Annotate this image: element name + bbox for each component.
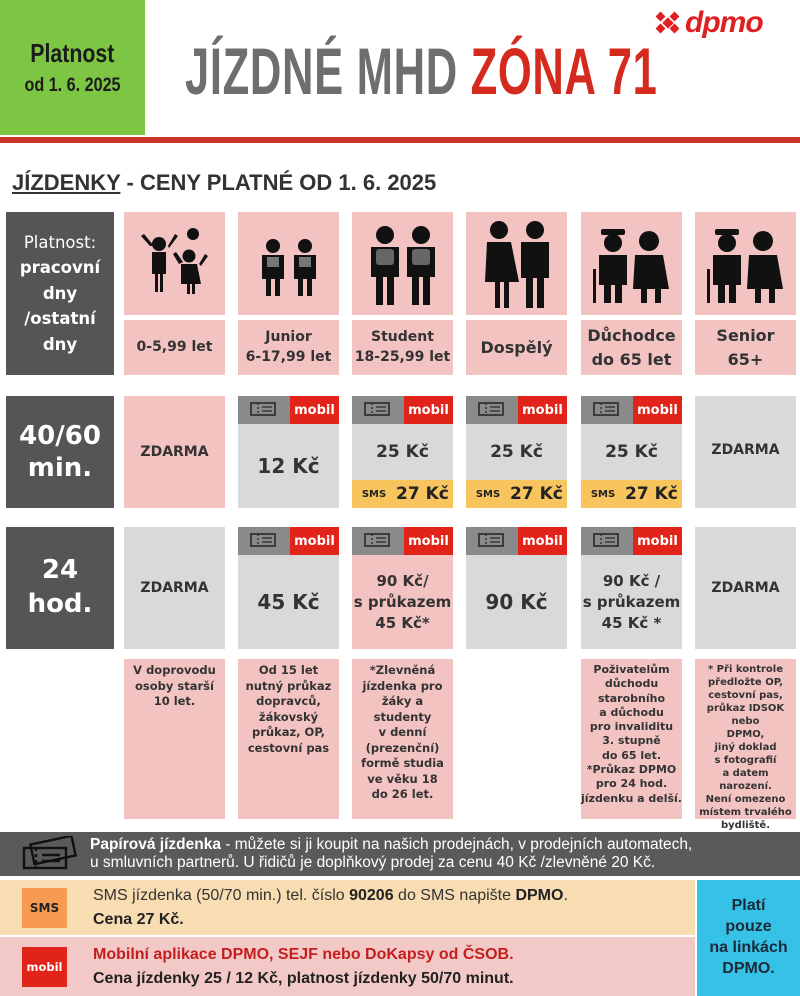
short-label-l2: min. — [27, 453, 93, 483]
note-line: průkaz, OP, — [251, 725, 326, 740]
only-lines-l1: Platí — [731, 897, 766, 915]
day-price-student-l2: s průkazem — [353, 592, 452, 611]
category-adult-l1: Dospělý — [480, 338, 553, 357]
short-price-pensioner — [581, 396, 682, 508]
day-price-pensioner-l1: 90 Kč / — [602, 571, 661, 590]
category-pensioner-l1: Důchodce — [587, 326, 676, 346]
ticket-icon — [352, 527, 404, 555]
validity-row-l1: Platnost: — [23, 232, 97, 252]
note-line: V doprovodu — [133, 663, 216, 677]
note-pensioner — [581, 659, 682, 819]
day-price-pensioner-value — [581, 555, 682, 649]
sms-price-text: Cena 27 Kč. — [93, 910, 184, 928]
title-zone: ZÓNA 71 — [470, 34, 658, 108]
note-toddler — [124, 659, 225, 819]
mobile-ticket-strip — [238, 527, 339, 555]
note-line: formě studia — [361, 756, 444, 771]
note-line: ve věku 18 — [367, 771, 438, 786]
day-price-student-l1: 90 Kč/ — [376, 571, 429, 590]
dpmo-logo[interactable] — [655, 8, 795, 38]
category-student-l2: 18-25,99 let — [354, 348, 451, 365]
category-senior — [695, 320, 796, 375]
short-price-adult-value: 25 Kč — [490, 442, 543, 462]
day-price-junior — [238, 527, 339, 649]
validity-date: od 1. 6. 2025 — [24, 75, 121, 96]
only-lines-l4: DPMO. — [722, 959, 775, 977]
sms-price-pensioner: 27 Kč — [625, 484, 678, 504]
short-price-student — [352, 396, 453, 508]
note-line: *Zlevněná — [369, 663, 436, 677]
mobile-ticket-strip — [466, 527, 567, 555]
note-line: cestovní pas — [247, 740, 330, 755]
day-price-adult — [466, 527, 567, 649]
sms-info-b: (50/70 min.) tel. číslo — [191, 887, 350, 905]
paper-ticket-info — [0, 832, 800, 876]
category-toddler-l1: 0-5,99 let — [136, 338, 213, 355]
sms-price-row — [466, 480, 567, 508]
category-senior-l2: 65+ — [727, 349, 764, 369]
mobile-ticket-strip — [352, 396, 453, 424]
category-junior-l1: Junior — [265, 328, 312, 345]
category-student-l1: Student — [371, 328, 434, 345]
day-price-pensioner-l2: s průkazem — [582, 592, 681, 611]
children-figure-icon — [124, 212, 225, 315]
short-price-student-value: 25 Kč — [376, 442, 429, 462]
mobile-price-text: Cena jízdenky 25 / 12 Kč, platnost jízdenky 50/70 minut. — [93, 969, 514, 987]
day-label-l1: 24 — [41, 555, 79, 586]
category-senior-l1: Senior — [716, 326, 775, 346]
category-pensioner-l2: do 65 let — [591, 349, 672, 369]
note-line: a důchodu — [599, 705, 664, 719]
note-line: osoby starší — [135, 678, 214, 693]
note-line: do 26 let. — [371, 787, 434, 802]
sms-info-text — [93, 884, 568, 930]
short-price-toddler: ZDARMA — [124, 396, 225, 508]
short-price-junior-value: 12 Kč — [257, 454, 320, 478]
mobile-ticket-strip — [352, 527, 453, 555]
mobile-ticket-info — [0, 937, 695, 996]
note-line: starobního — [597, 691, 666, 705]
mobile-ticket-strip — [581, 527, 682, 555]
short-price-pensioner-value: 25 Kč — [605, 442, 658, 462]
sms-price-student: 27 Kč — [396, 484, 449, 504]
sms-price-row — [581, 480, 682, 508]
ticket-icon — [466, 527, 518, 555]
validity-row-l4: /ostatní — [24, 309, 96, 329]
category-junior — [238, 320, 339, 375]
category-pensioner — [581, 320, 682, 375]
mobil-badge: mobil — [518, 527, 567, 555]
note-line: žákovský — [258, 709, 319, 724]
sms-number: 90206 — [349, 887, 394, 905]
note-line: dopravců, — [256, 694, 321, 709]
mobile-ticket-strip — [581, 396, 682, 424]
only-dpmo-lines-notice — [697, 880, 800, 996]
logo-text: dpmo — [685, 6, 763, 39]
sms-price-adult: 27 Kč — [510, 484, 563, 504]
sms-icon: SMS — [22, 888, 67, 928]
short-ticket-label — [6, 396, 114, 508]
junior-figure-icon — [238, 212, 339, 315]
note-line: pro invaliditu — [589, 720, 674, 734]
validity-row-l3: dny — [42, 283, 78, 303]
title-main: JÍZDNÉ MHD — [185, 34, 458, 108]
category-adult — [466, 320, 567, 375]
page-title — [185, 34, 658, 108]
ticket-icon — [466, 396, 518, 424]
note-senior — [695, 659, 796, 831]
mobil-badge: mobil — [290, 396, 339, 424]
note-line: jízdenku a delší. — [581, 791, 682, 805]
note-line: Od 15 let — [258, 663, 319, 677]
short-price-adult — [466, 396, 567, 508]
day-label-l2: hod. — [27, 589, 93, 619]
mobil-badge: mobil — [633, 396, 682, 424]
paper-ticket-text — [90, 836, 692, 872]
section-subtitle — [12, 170, 436, 196]
adult-figure-icon — [466, 212, 567, 315]
note-line: do 65 let. — [601, 748, 662, 762]
note-line: pro 24 hod. — [595, 777, 668, 791]
student-figure-icon — [352, 212, 453, 315]
sms-info-c: do SMS napište — [393, 887, 516, 905]
sms-price-row — [352, 480, 453, 508]
sms-label: SMS — [361, 488, 387, 500]
category-junior-l2: 6-17,99 let — [245, 348, 332, 365]
validity-row-l2: pracovní — [19, 258, 101, 278]
note-line: v denní — [378, 725, 427, 740]
mobil-badge: mobil — [404, 527, 453, 555]
note-student — [352, 659, 453, 819]
mobil-badge: mobil — [633, 527, 682, 555]
paper-ticket-icon — [18, 836, 80, 872]
paper-ticket-bold: Papírová jízdenka — [90, 836, 221, 854]
short-price-junior — [238, 396, 339, 508]
sms-info-d: . — [563, 887, 568, 905]
pensioner-figure-icon — [581, 212, 682, 315]
only-lines-l2: pouze — [725, 918, 772, 936]
ticket-icon — [352, 396, 404, 424]
validity-badge — [0, 0, 145, 135]
sms-code: DPMO — [515, 887, 564, 905]
validity-label: Platnost — [30, 38, 115, 68]
day-price-pensioner-l3: 45 Kč * — [601, 613, 662, 632]
note-line: průkaz IDSOK nebo — [706, 703, 785, 727]
note-line: 3. stupně — [602, 734, 661, 748]
mobil-badge: mobil — [290, 527, 339, 555]
header-divider — [0, 137, 800, 143]
note-line: DPMO, — [726, 729, 765, 740]
note-line: důchodu — [604, 677, 659, 691]
day-price-junior-value: 45 Kč — [257, 590, 320, 614]
sms-label: SMS — [590, 488, 616, 500]
note-line: Není omezeno — [705, 794, 786, 805]
ticket-icon — [238, 527, 290, 555]
note-line: cestovní pas, — [708, 690, 783, 701]
day-price-toddler: ZDARMA — [124, 527, 225, 649]
mobil-badge: mobil — [404, 396, 453, 424]
note-line: 10 let. — [153, 694, 196, 709]
note-junior — [238, 659, 339, 819]
note-line: s fotografií — [714, 755, 777, 766]
note-line: místem trvalého — [699, 807, 792, 818]
mobile-app-text: Mobilní aplikace DPMO, SEJF nebo DoKapsy od ČSOB. — [93, 946, 514, 964]
category-toddler — [124, 320, 225, 375]
sms-label: SMS — [475, 488, 501, 500]
validity-row-label — [6, 212, 114, 375]
sms-info-a: SMS jízdenka — [93, 887, 192, 905]
day-price-student-value — [352, 555, 453, 649]
ticket-icon — [581, 396, 633, 424]
paper-ticket-line2: u smluvních partnerů. U řidičů je doplňkový prodej za cenu 40 Kč /zlevněné 20 Kč. — [90, 854, 656, 871]
short-label-l1: 40/60 — [19, 420, 101, 451]
subtitle-dash: - — [120, 170, 140, 195]
prices-heading: CENY PLATNÉ OD 1. 6. 2025 — [139, 170, 437, 195]
sms-ticket-info — [0, 880, 695, 935]
only-lines-l3: na linkách — [709, 939, 788, 956]
note-line: předložte OP, — [708, 677, 783, 688]
tickets-heading: JÍZDENKY — [12, 170, 121, 195]
senior-figure-icon — [695, 212, 796, 315]
mobil-icon: mobil — [22, 947, 67, 987]
note-line: * Při kontrole — [707, 664, 784, 675]
day-price-student — [352, 527, 453, 649]
note-line: *Průkaz DPMO — [586, 763, 677, 777]
note-line: jízdenka pro — [362, 678, 443, 693]
validity-row-l5: dny — [42, 334, 78, 354]
logo-mark-icon — [655, 11, 681, 35]
day-price-pensioner — [581, 527, 682, 649]
mobile-ticket-strip — [238, 396, 339, 424]
note-line: a datem narození. — [719, 768, 772, 792]
day-price-student-l3: 45 Kč* — [375, 613, 430, 632]
note-line: nutný průkaz — [245, 678, 332, 693]
short-price-senior: ZDARMA — [695, 396, 796, 508]
note-line: žáky a studenty — [373, 694, 432, 724]
note-line: bydliště. — [720, 820, 770, 831]
day-ticket-label — [6, 527, 114, 649]
ticket-icon — [581, 527, 633, 555]
mobil-badge: mobil — [518, 396, 567, 424]
day-price-senior: ZDARMA — [695, 527, 796, 649]
category-student — [352, 320, 453, 375]
note-line: jiný doklad — [714, 742, 777, 753]
note-line: (prezenční) — [365, 740, 440, 755]
ticket-icon — [238, 396, 290, 424]
paper-ticket-line1: - můžete si ji koupit na našich prodejnách, v prodejních automatech, — [220, 836, 693, 854]
day-price-adult-value: 90 Kč — [485, 590, 548, 614]
mobile-ticket-strip — [466, 396, 567, 424]
note-line: Poživatelům — [593, 663, 670, 676]
mobile-info-text — [93, 943, 514, 989]
